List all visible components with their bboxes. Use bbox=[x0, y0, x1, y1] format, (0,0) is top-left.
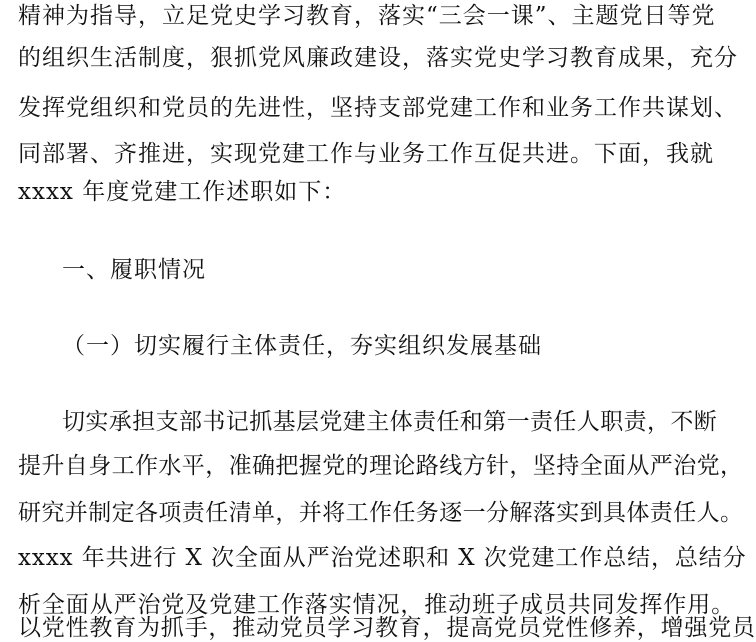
paragraph-line-5: 析全面从严治党及党建工作落实情况，推动班子成员共同发挥作用。 bbox=[18, 592, 735, 618]
paragraph-line-3: 研究并制定各项责任清单，并将工作任务逐一分解落实到具体责任人。 bbox=[18, 500, 744, 526]
paragraph-line-1: 切实承担支部书记抓基层党建主体责任和第一责任人职责，不断 bbox=[62, 409, 718, 435]
partially-visible-line bbox=[18, 615, 756, 641]
section-heading: 一、履职情况 bbox=[62, 257, 206, 283]
text-line-1: 精神为指导，立足党史学习教育，落实“三会一课”、主题党日等党 bbox=[18, 3, 716, 29]
paragraph-line-2: 提升自身工作水平，准确把握党的理论路线方针，坚持全面从严治党， bbox=[18, 453, 744, 479]
text-line-3: 发挥党组织和党员的先进性，坚持支部党建工作和业务工作共谋划、 bbox=[18, 95, 738, 121]
paragraph-line-4: xxxx 年共进行 X 次全面从严治党述职和 X 次党建工作总结，总结分 bbox=[18, 545, 747, 571]
text-line-2: 的组织生活制度，狠抓党风廉政建设，落实党史学习教育成果，充分 bbox=[18, 45, 738, 71]
text-line-5: xxxx 年度党建工作述职如下： bbox=[18, 179, 347, 205]
text-line-4: 同部署、齐推进，实现党建工作与业务工作互促共进。下面，我就 bbox=[18, 141, 714, 167]
subsection-heading: （一）切实履行主体责任，夯实组织发展基础 bbox=[62, 333, 542, 359]
partially-visible-line-text: 以党性教育为抓手，推动党员学习教育，提高党员党性修养，增强党员 bbox=[18, 615, 756, 641]
